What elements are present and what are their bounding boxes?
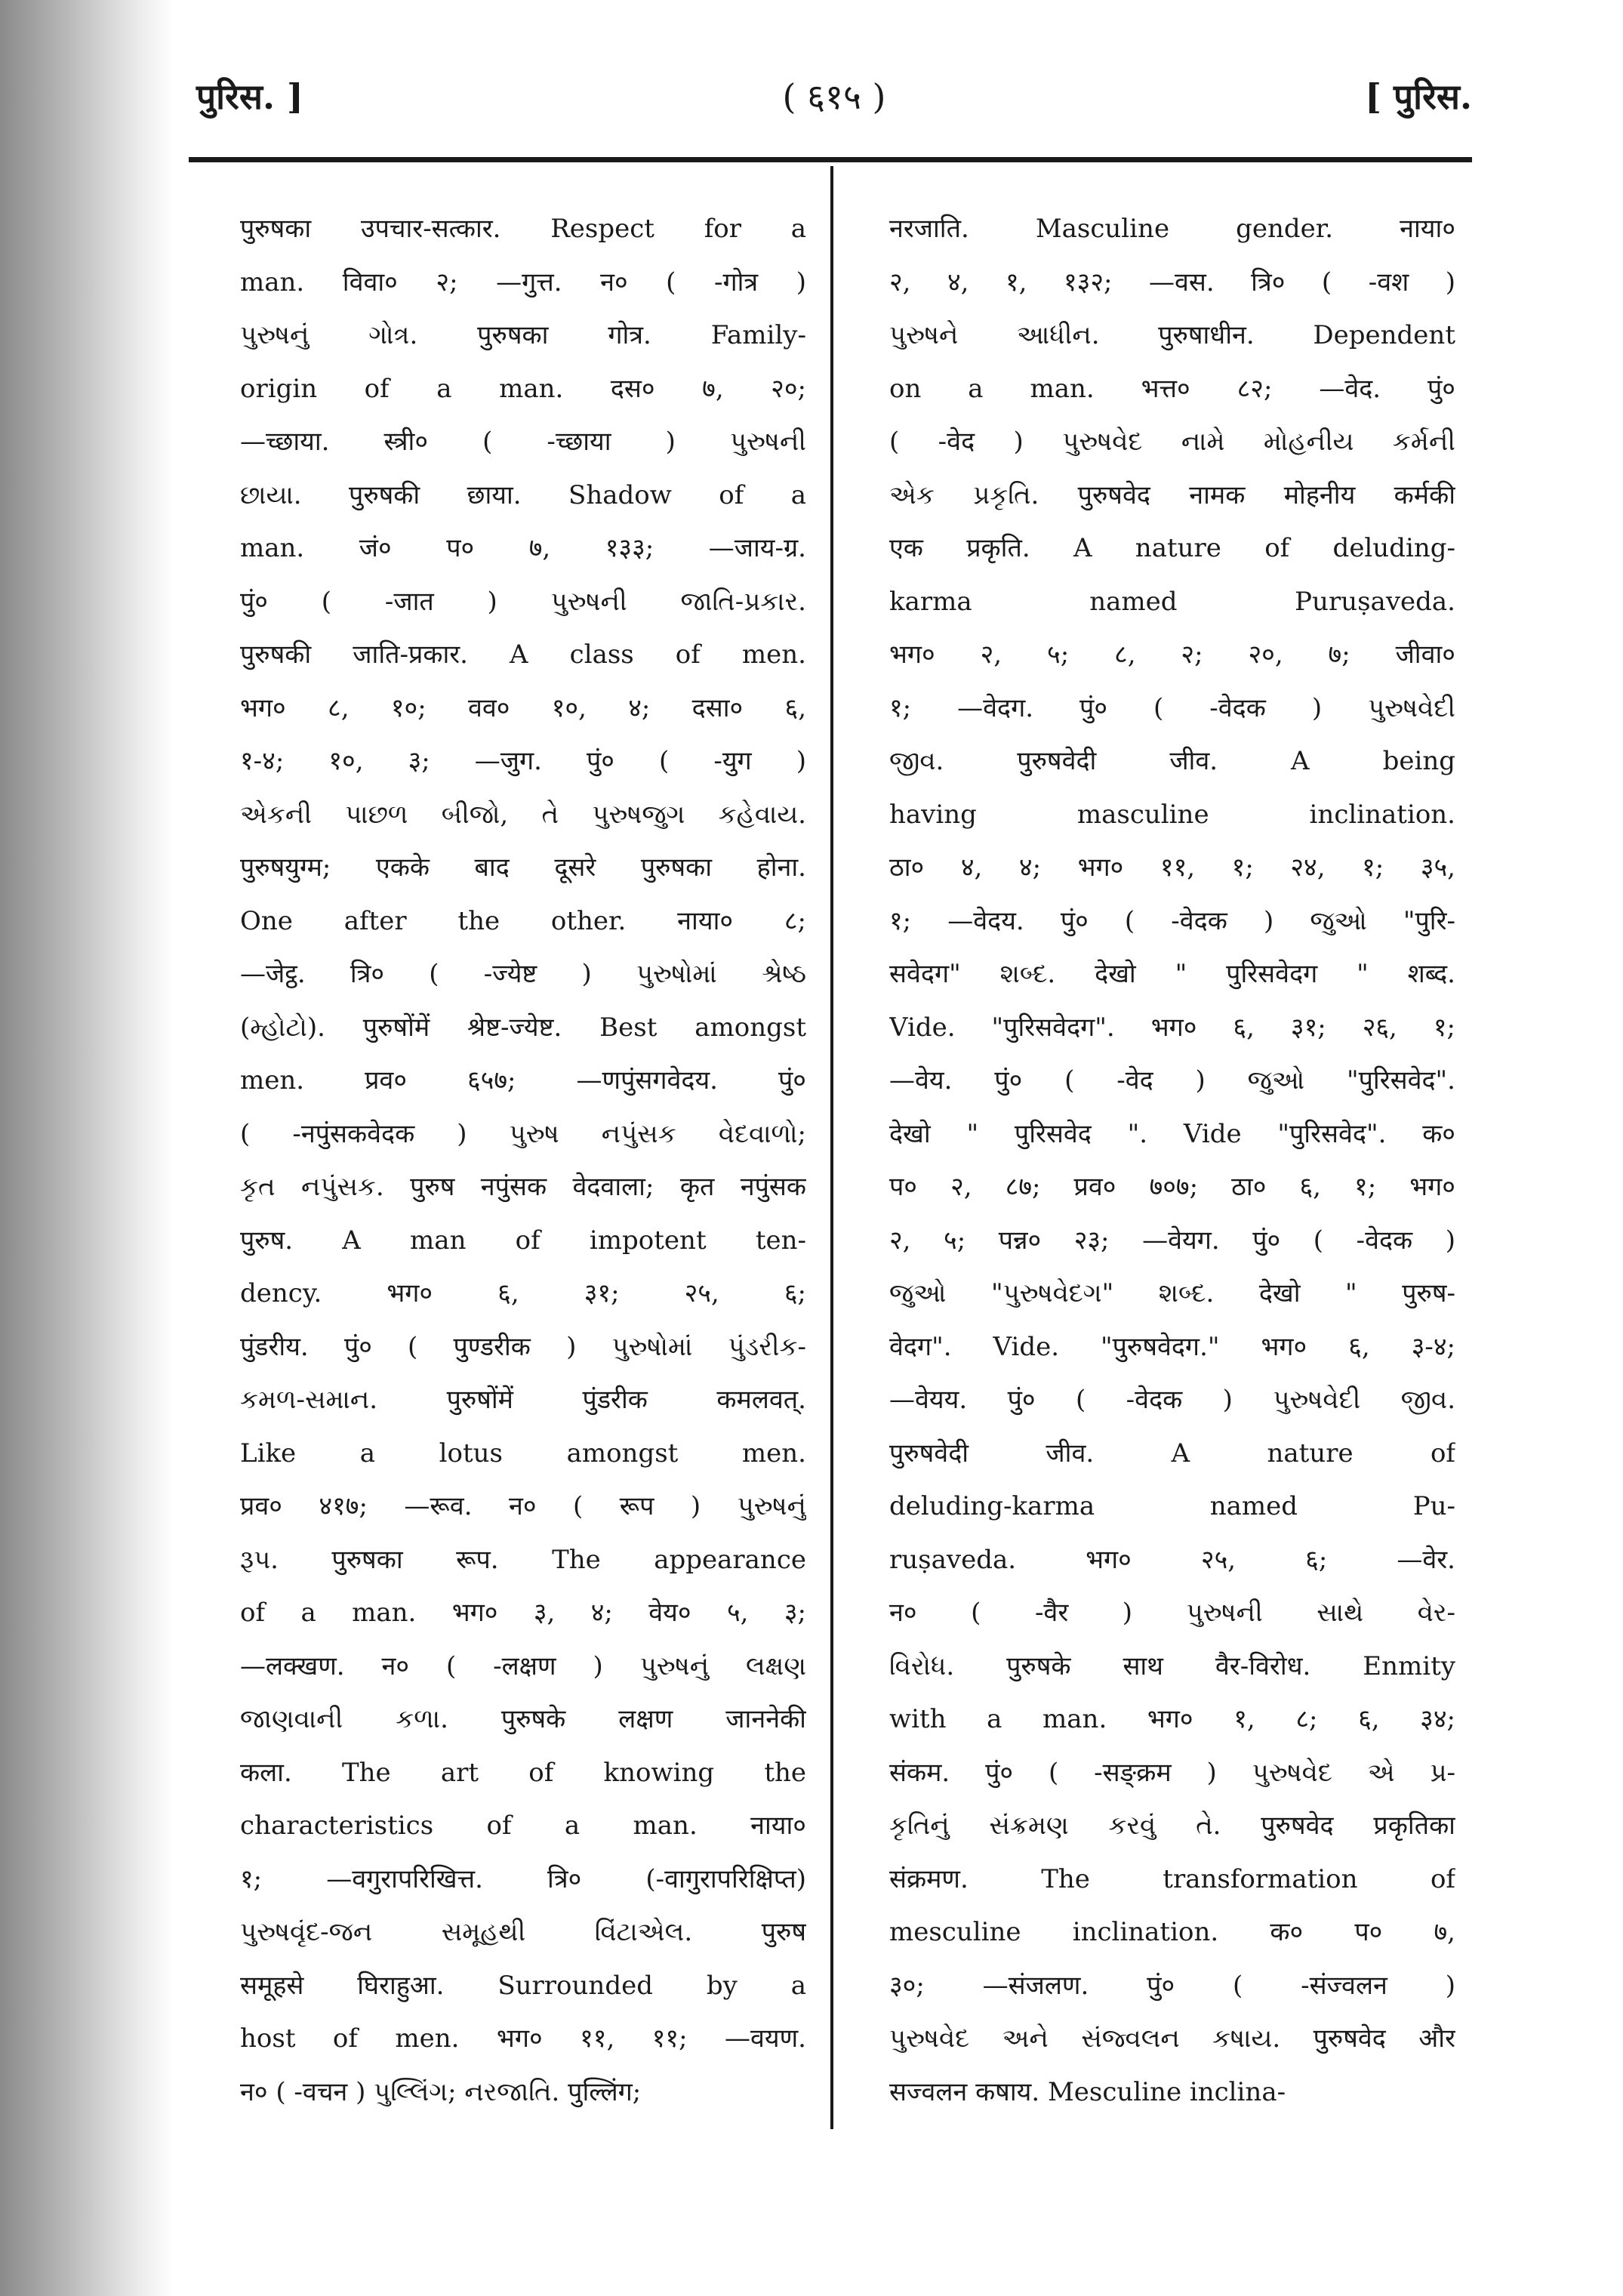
text-line: नरजाति. Masculine gender. नाया० [889, 214, 1455, 244]
text-line: પુરુષવૃંદ-જન સમૂહથી વિંટાએલ. पुरुष [240, 1917, 806, 1947]
text-line: વિરોધ. पुरुषके साथ वैर-विरोध. Enmity [889, 1650, 1455, 1681]
text-line: पुरुषका उपचार-सत्कार. Respect for a [240, 214, 806, 244]
text-line: host of men. भग० ११, ११; —वयण. [240, 2023, 806, 2054]
text-line: with a man. भग० १, ८; ६, ३४; [889, 1704, 1455, 1734]
text-line: —जेट्ठ. त्रि० ( -ज्येष्ट ) પુરુષોમાં શ્રેષ્ઠ [240, 959, 806, 989]
text-line: કૃત નપુંસક. पुरुष नपुंसक वेदवाला; कृत नपुंसक [240, 1172, 806, 1202]
text-line: Vide. "पुरिसवेदग". भग० ६, ३१; २६, १; [889, 1012, 1455, 1043]
text-line: deluding-karma named Pu- [889, 1491, 1455, 1521]
text-line: संकम. पुं० ( -सङ्क्रम ) પુરુષવેદ એ પ્ર- [889, 1757, 1455, 1788]
text-line: ( -नपुंसकवेदक ) પુરુષ નપુંસક વેદવાળો; [240, 1118, 806, 1149]
text-line: संक्रमण. The transformation of [889, 1863, 1455, 1894]
text-line: men. प्रव० ६५७; —णपुंसगवेदय. पुं० [240, 1065, 806, 1096]
text-line: प्रव० ४१७; —रूव. न० ( रूप ) પુરુષનું [240, 1491, 806, 1521]
text-line: origin of a man. दस० ७, २०; [240, 373, 806, 404]
text-line: पुरुष. A man of impotent ten- [240, 1225, 806, 1256]
text-line: જાણવાની કળા. पुरुषके लक्षण जाननेकी [240, 1704, 806, 1734]
text-line: One after the other. नाया० ८; [240, 905, 806, 936]
text-line: man. विवा० २; —गुत्त. न० ( -गोत्र ) [240, 267, 806, 297]
text-line: પુરુષનું ગોત્ર. पुरुषका गोत्र. Family- [240, 320, 806, 350]
text-line: पुंडरीय. पुं० ( पुण्डरीक ) પુરુષોમાં પુંડરીક- [240, 1331, 806, 1362]
text-line: એકની પાછળ બીજો, તે પુરુષજુગ કહેવાય. [240, 799, 806, 830]
text-line: man. जं० प० ७, १३३; —जाय-ग्र. [240, 533, 806, 563]
text-line: न० ( -वैर ) પુરુષની સાથે વેર- [889, 1598, 1455, 1628]
text-line: पुरुषयुग्म; एकके बाद दूसरे पुरुषका होना. [240, 852, 806, 883]
text-line: (મ્હોટો). पुरुषोंमें श्रेष्ट-ज्येष्ट. Best amongst [240, 1012, 806, 1043]
text-line: कला. The art of knowing the [240, 1757, 806, 1788]
text-line: પુરુષવેદ અને સંજ્વલન કષાય. पुरुषवेद और [889, 2023, 1455, 2054]
header-right-guideword: [ पुरिस. [1365, 76, 1472, 117]
text-line: सवेदग" શબ્દ. देखो " पुरिसवेदग " शब्द. [889, 959, 1455, 989]
text-line: karma named Puruṣaveda. [889, 586, 1455, 617]
text-line: २, ४, १, १३२; —वस. त्रि० ( -वश ) [889, 267, 1455, 297]
text-line: पुं० ( -जात ) પુરુષની જાતિ-પ્રકાર. [240, 586, 806, 617]
right-column [889, 202, 1455, 2158]
text-line: characteristics of a man. नाया० [240, 1811, 806, 1841]
text-line: —वेयय. पुं० ( -वेदक ) પુરુષવેદી જીવ. [889, 1385, 1455, 1415]
text-line: देखो " पुरिसवेद ". Vide "पुरिसवेद". क० [889, 1118, 1455, 1149]
text-line: १; —वगुरापरिखित्त. त्रि० (-वागुरापरिक्षिप्त) [240, 1863, 806, 1894]
left-column [240, 202, 806, 2158]
text-line: १-४; १०, ३; —जुग. पुं० ( -युग ) [240, 746, 806, 776]
text-line: mesculine inclination. क० प० ७, [889, 1917, 1455, 1947]
text-line: Like a lotus amongst men. [240, 1438, 806, 1469]
text-line: dency. भग० ६, ३१; २५, ६; [240, 1278, 806, 1308]
text-line: એક પ્રકૃતિ. पुरुषवेद नामक मोहनीय कर्मकी [889, 479, 1455, 510]
header-rule [189, 157, 1472, 162]
text-line: प० २, ८७; प्रव० ७०७; ठा० ६, १; भग० [889, 1172, 1455, 1202]
text-line: છાયા. पुरुषकी छाया. Shadow of a [240, 479, 806, 510]
text-line: वेदग". Vide. "पुरुषवेदग." भग० ६, ३-४; [889, 1331, 1455, 1362]
text-line: भग० ८, १०; वव० १०, ४; दसा० ६, [240, 692, 806, 723]
text-line: —वेय. पुं० ( -वेद ) જુઓ "पुरिसवेद". [889, 1065, 1455, 1096]
text-line: ( -वेद ) પુરુષવેદ નામે મોહનીય કર્મની [889, 427, 1455, 457]
scan-gutter-shadow [0, 0, 174, 2296]
text-line: सज्वलन कषाय. Mesculine inclina- [889, 2076, 1286, 2107]
text-line: ३०; —संजलण. पुं० ( -संज्वलन ) [889, 1970, 1455, 2001]
text-line: having masculine inclination. [889, 799, 1455, 830]
text-line: જીવ. पुरुषवेदी जीव. A being [889, 746, 1455, 776]
text-line: રૂપ. पुरुषका रूप. The appearance [240, 1544, 806, 1575]
text-line: पुरुषवेदी जीव. A nature of [889, 1438, 1455, 1469]
text-line: કૃતિનું સંક્રમણ કરવું તે. पुरुषवेद प्रकृतिका [889, 1811, 1455, 1841]
text-line: —लक्खण. न० ( -लक्षण ) પુરુષનું લક્ષણ [240, 1650, 806, 1681]
text-line: of a man. भग० ३, ४; वेय० ५, ३; [240, 1598, 806, 1628]
text-line: १; —वेदय. पुं० ( -वेदक ) જુઓ "पुरि- [889, 905, 1455, 936]
text-line: કમળ-સમાન. पुरुषोंमें पुंडरीक कमलवत्. [240, 1385, 806, 1415]
text-line: १; —वेदग. पुं० ( -वेदक ) પુરુષવેદી [889, 692, 1455, 723]
text-line: ruṣaveda. भग० २५, ६; —वेर. [889, 1544, 1455, 1575]
header-left-guideword: पुरिस. ] [196, 76, 303, 117]
page-header [196, 66, 1472, 127]
page-number: ( ६१५ ) [782, 76, 886, 117]
text-line: ठा० ४, ४; भग० ११, १; २४, १; ३५, [889, 852, 1455, 883]
text-line: एक प्रकृति. A nature of deluding- [889, 533, 1455, 563]
text-line: —च्छाया. स्त्री० ( -च्छाया ) પુરુષની [240, 427, 806, 457]
text-line: न० ( -वचन ) પુલ્લિંગ; નરજાતિ. पुल्लिंग; [240, 2076, 642, 2107]
text-line: समूहसे घिराहुआ. Surrounded by a [240, 1970, 806, 2001]
text-line: २, ५; पन्न० २३; —वेयग. पुं० ( -वेदक ) [889, 1225, 1455, 1256]
text-line: भग० २, ५; ८, २; २०, ७; जीवा० [889, 639, 1455, 670]
text-line: पुरुषकी जाति-प्रकार. A class of men. [240, 639, 806, 670]
column-divider [830, 166, 833, 2129]
text-line: જુઓ "પુરુષવેદગ" શબ્દ. देखो " पुरुष- [889, 1278, 1455, 1308]
text-line: પુરુષને આધીન. पुरुषाधीन. Dependent [889, 320, 1455, 350]
text-line: on a man. भत्त० ८२; —वेद. पुं० [889, 373, 1455, 404]
